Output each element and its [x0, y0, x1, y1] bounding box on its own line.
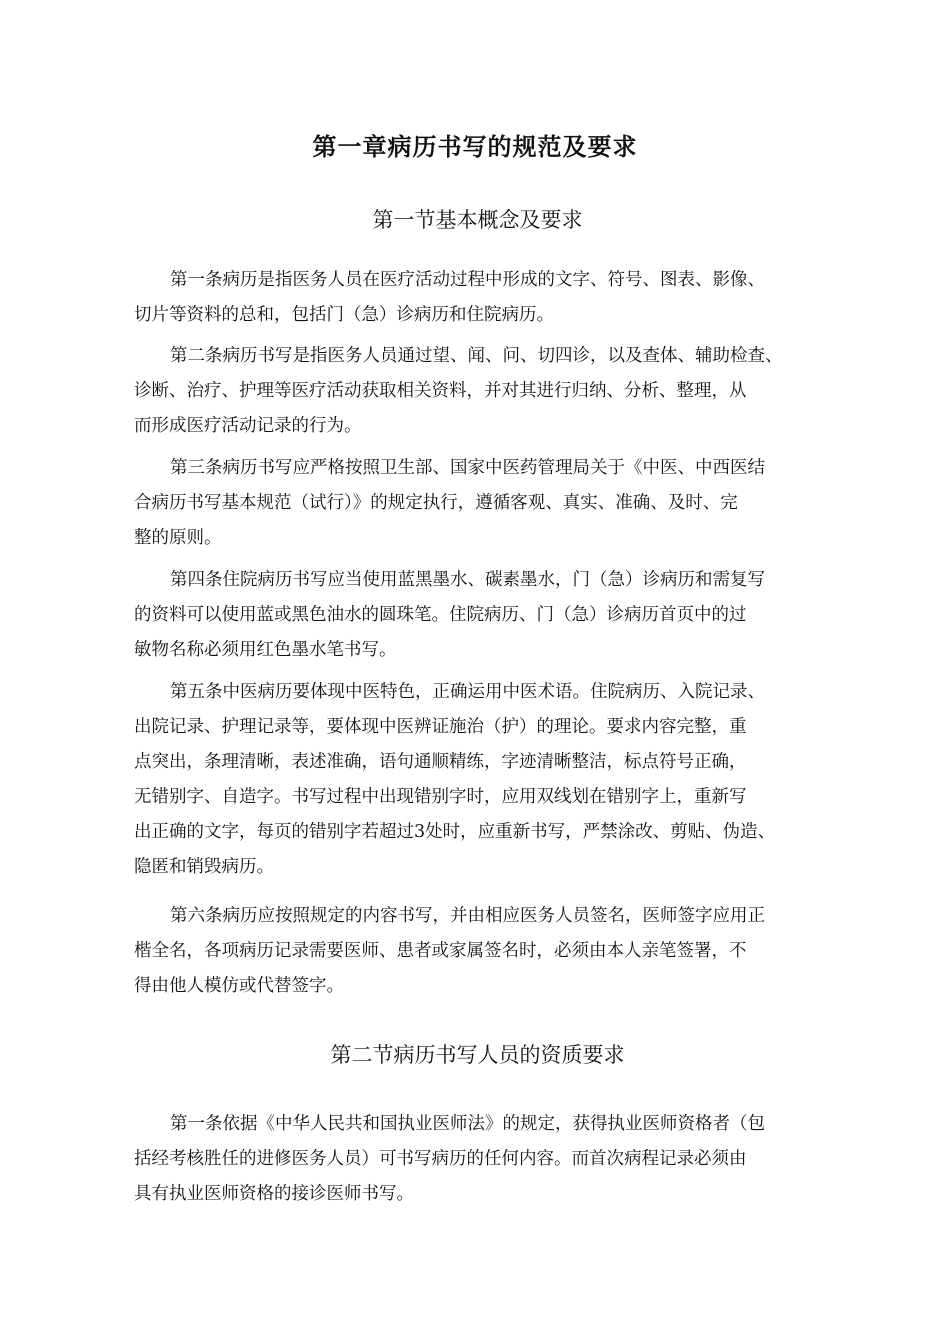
text-line: 而形成医疗活动记录的行为。: [134, 416, 362, 436]
text-line: 敏物名称必须用红色墨水笔书写。: [134, 640, 397, 660]
text-line: 第六条病历应按照规定的内容书写，并由相应医务人员签名，医师签字应用正: [170, 906, 765, 926]
text-line: 第五条中医病历要体现中医特色，正确运用中医术语。住院病历、入院记录、: [170, 682, 765, 702]
article-6-paragraph: [134, 899, 844, 1004]
article-2-paragraph: [134, 339, 844, 444]
text-line: 第三条病历书写应严格按照卫生部、国家中医药管理局关于《中医、中西医结: [170, 458, 765, 478]
text-line: 括经考核胜任的进修医务人员）可书写病历的任何内容。而首次病程记录必须由: [134, 1149, 747, 1169]
text-line: 隐匿和销毁病历。: [134, 857, 274, 877]
chapter-title: 第一章病历书写的规范及要求: [312, 133, 638, 161]
text-line: 第一条病历是指医务人员在医疗活动过程中形成的文字、符号、图表、影像、: [170, 270, 765, 290]
text-line: 点突出，条理清晰，表述准确，语句通顺精练，字迹清晰整洁，标点符号正确，: [134, 752, 747, 772]
text-line: 第四条住院病历书写应当使用蓝黑墨水、碳素墨水，门（急）诊病历和需复写: [170, 570, 765, 590]
text-line: 切片等资料的总和，包括门（急）诊病历和住院病历。: [134, 305, 554, 325]
text-line: 出正确的文字，每页的错别字若超过3处时，应重新书写，严禁涂改、剪贴、伪造、: [134, 822, 776, 842]
article-3-paragraph: [134, 451, 844, 556]
article-5-paragraph: [134, 675, 844, 885]
text-line: 整的原则。: [134, 528, 222, 548]
text-line: 得由他人模仿或代替签字。: [134, 976, 344, 996]
text-line: 的资料可以使用蓝或黑色油水的圆珠笔。住院病历、门（急）诊病历首页中的过: [134, 605, 747, 625]
section-title-basic-concepts: 第一节基本概念及要求: [372, 208, 583, 232]
text-line: 第二条病历书写是指医务人员通过望、闻、问、切四诊，以及查体、辅助检查、: [170, 346, 783, 366]
section-title-writer-qualifications: 第二节病历书写人员的资质要求: [330, 1043, 625, 1067]
text-line: 合病历书写基本规范（试行）》的规定执行，遵循客观、真实、准确、及时、完: [134, 493, 738, 513]
text-line: 第一条依据《中华人民共和国执业医师法》的规定，获得执业医师资格者（包: [170, 1114, 765, 1134]
section2-article-1-paragraph: [134, 1107, 844, 1212]
text-line: 出院记录、护理记录等，要体现中医辨证施治（护）的理论。要求内容完整，重: [134, 717, 747, 737]
text-line: 无错别字、自造字。书写过程中出现错别字时，应用双线划在错别字上，重新写: [134, 787, 747, 807]
article-1-paragraph: [134, 263, 844, 333]
article-4-paragraph: [134, 563, 844, 668]
text-line: 楷全名，各项病历记录需要医师、患者或家属签名时，必须由本人亲笔签署，不: [134, 941, 747, 961]
text-line: 诊断、治疗、护理等医疗活动获取相关资料，并对其进行归纳、分析、整理，从: [134, 381, 747, 401]
text-line: 具有执业医师资格的接诊医师书写。: [134, 1184, 414, 1204]
